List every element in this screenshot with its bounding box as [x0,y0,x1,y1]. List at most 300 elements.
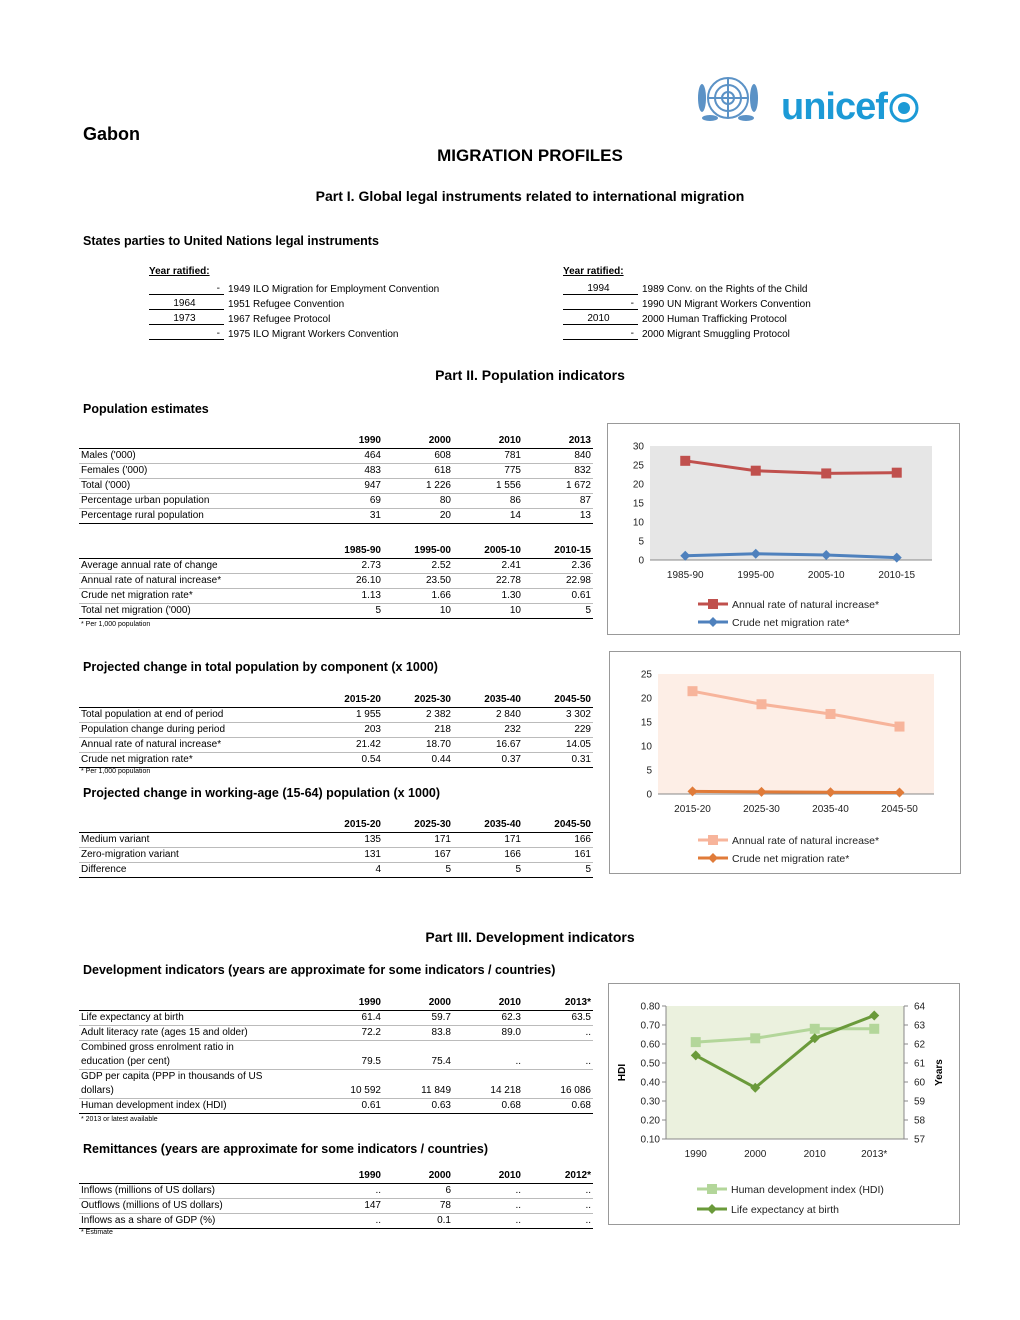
population-rates-table [79,544,593,619]
part3-title: Part III. Development indicators [425,929,635,945]
projection-chart [609,651,961,874]
remittances-table [79,1169,593,1229]
year-ratified-label: Year ratified: [563,266,624,277]
table-cell: 4 [313,863,383,878]
table-cell: 18.70 [383,738,453,753]
table-row [79,574,593,589]
legend-swatch-marker [708,853,718,863]
table-cell: .. [523,1199,593,1214]
table-cell: 80 [383,494,453,509]
table-cell: 2 840 [453,708,523,723]
data-point [892,468,902,478]
table-cell: .. [523,1214,593,1229]
table-cell: 79.5 [313,1041,383,1070]
x-tick-label: 2013* [861,1149,888,1160]
population-rates-chart-svg [608,424,959,634]
row-label: Inflows (millions of US dollars) [79,1184,313,1199]
y2-tick-label: 60 [914,1077,926,1089]
header-spacer [79,818,313,833]
y-tick-label: 25 [640,669,652,681]
column-header: 2025-30 [383,693,453,708]
population-estimates-title: Population estimates [83,402,209,416]
development-chart [608,983,960,1225]
table-cell: 14 [453,509,523,524]
y-tick-label: 25 [632,460,644,472]
rate-footnote: * Per 1,000 population [81,621,151,628]
table-row [79,509,593,524]
column-header: 2010 [453,1169,523,1184]
ratification-year: 1994 [563,283,638,295]
column-header: 2013* [523,996,593,1011]
row-label-line: education (per cent) [81,1056,170,1067]
x-tick-label: 2010-15 [878,570,916,581]
row-label: Total ('000) [79,479,313,494]
table-header-row [79,544,593,559]
table-cell: 203 [313,723,383,738]
table-cell: 72.2 [313,1026,383,1041]
legal-instrument-row [563,325,893,340]
ratification-year: - [149,283,224,295]
instrument-name: 1975 ILO Migrant Workers Convention [228,329,399,340]
table-row [79,863,593,878]
row-label [79,1041,313,1070]
row-label-line: GDP per capita (PPP in thousands of US [81,1071,263,1082]
table-cell: 171 [453,833,523,848]
table-row [79,479,593,494]
column-header: 2000 [383,434,453,449]
population-rates-chart [607,423,960,635]
y-tick-label: 0 [646,789,652,801]
legal-instrument-row [149,325,479,340]
table-cell: 1 672 [523,479,593,494]
table-cell: 229 [523,723,593,738]
table-cell: 0.61 [313,1099,383,1114]
table-cell: 1 226 [383,479,453,494]
column-header: 2025-30 [383,818,453,833]
column-header: 2005-10 [453,544,523,559]
y-tick-label: 15 [640,717,652,729]
y-tick-label: 0.20 [640,1115,660,1127]
table-cell: 232 [453,723,523,738]
development-chart-svg [609,984,959,1224]
table-cell: 2.52 [383,559,453,574]
data-point [810,1024,820,1034]
table-cell: 22.98 [523,574,593,589]
projected-change-title: Projected change in total population by component (x 1000) [83,660,438,674]
y-tick-label: 0.80 [640,1001,660,1013]
plot-area [666,1006,904,1139]
table-cell: 20 [383,509,453,524]
table-cell: 22.78 [453,574,523,589]
part1-title: Part I. Global legal instruments related to international migration [315,188,745,204]
x-tick-label: 2000 [744,1149,767,1160]
x-tick-label: 2035-40 [812,804,849,815]
y-tick-label: 5 [638,536,644,548]
legend-swatch-marker [708,617,718,627]
table-cell: 14.05 [523,738,593,753]
ratification-year: 1973 [149,313,224,325]
y2-tick-label: 62 [914,1039,926,1051]
table-row [79,589,593,604]
table-row [79,449,593,464]
table-cell: 23.50 [383,574,453,589]
row-label: Males ('000) [79,449,313,464]
table-cell: 5 [383,863,453,878]
projection-footnote: * Per 1,000 population [81,768,151,775]
table-cell: .. [313,1214,383,1229]
row-label: Annual rate of natural increase* [79,574,313,589]
development-indicators-table [79,996,593,1114]
y-tick-label: 0 [638,555,644,567]
table-cell: 166 [453,848,523,863]
table-cell: 0.1 [383,1214,453,1229]
data-point [869,1024,879,1034]
table-cell: 69 [313,494,383,509]
table-cell: 1.30 [453,589,523,604]
header-spacer [79,1169,313,1184]
table-header-row [79,693,593,708]
table-cell: 59.7 [383,1011,453,1026]
table-cell: .. [453,1214,523,1229]
table-cell: 2 382 [383,708,453,723]
y2-tick-label: 64 [914,1001,926,1013]
un-emblem-logo [694,68,762,130]
page-title: MIGRATION PROFILES [437,146,623,165]
table-cell: .. [523,1184,593,1199]
table-cell: 832 [523,464,593,479]
row-label [79,1070,313,1099]
y-tick-label: 10 [640,741,652,753]
y-tick-label: 20 [640,693,652,705]
table-cell: 167 [383,848,453,863]
y-tick-label: 20 [632,479,644,491]
data-point [757,699,767,709]
table-header-row [79,1169,593,1184]
table-cell: 11 849 [383,1070,453,1099]
column-header: 2015-20 [313,818,383,833]
legal-instrument-row [149,295,479,310]
table-row [79,494,593,509]
data-point [688,686,698,696]
table-cell: 5 [313,604,383,619]
instrument-name: 1949 ILO Migration for Employment Convention [228,284,440,295]
table-row [79,1041,593,1070]
instrument-name: 1990 UN Migrant Workers Convention [642,299,811,310]
column-header: 1990 [313,434,383,449]
y2-axis-label: Years [934,1059,945,1086]
row-label: Population change during period [79,723,313,738]
working-age-table [79,818,593,878]
y2-tick-label: 57 [914,1134,926,1146]
row-label: Human development index (HDI) [79,1099,313,1114]
table-row [79,1099,593,1114]
x-tick-label: 1990 [684,1149,707,1160]
column-header: 2010 [453,996,523,1011]
table-row [79,833,593,848]
table-row [79,1070,593,1099]
y-axis-label: HDI [617,1063,628,1082]
table-row [79,723,593,738]
table-cell: 947 [313,479,383,494]
table-cell: 3 302 [523,708,593,723]
row-label: Outflows (millions of US dollars) [79,1199,313,1214]
table-row [79,848,593,863]
y-tick-label: 0.30 [640,1096,660,1108]
table-cell: 166 [523,833,593,848]
row-label: Total net migration ('000) [79,604,313,619]
instrument-name: 1989 Conv. on the Rights of the Child [642,284,808,295]
column-header: 2045-50 [523,818,593,833]
development-footnote: * 2013 or latest available [81,1116,158,1123]
table-cell: 21.42 [313,738,383,753]
legend-swatch-marker [707,1184,717,1194]
table-cell: 89.0 [453,1026,523,1041]
table-cell: 840 [523,449,593,464]
data-point [895,722,905,732]
column-header: 1995-00 [383,544,453,559]
x-tick-label: 2010 [803,1149,826,1160]
table-cell: 63.5 [523,1011,593,1026]
table-header-row [79,434,593,449]
row-label: Inflows as a share of GDP (%) [79,1214,313,1229]
table-cell: 0.54 [313,753,383,768]
y-tick-label: 0.40 [640,1077,660,1089]
table-cell: 62.3 [453,1011,523,1026]
row-label-line: dollars) [81,1085,114,1096]
table-cell: 1 955 [313,708,383,723]
table-row [79,753,593,768]
table-row [79,1214,593,1229]
legend-swatch-marker [707,1204,717,1214]
table-cell: .. [453,1199,523,1214]
ratification-year: - [563,328,638,340]
table-cell: 1.13 [313,589,383,604]
unicef-logo-text: unicef [781,86,887,128]
header-spacer [79,693,313,708]
y-tick-label: 5 [646,765,652,777]
table-cell: 2.41 [453,559,523,574]
instrument-name: 2000 Migrant Smuggling Protocol [642,329,790,340]
header-spacer [79,996,313,1011]
table-cell: 0.61 [523,589,593,604]
instrument-name: 1967 Refugee Protocol [228,314,331,325]
row-label: Difference [79,863,313,878]
legend-label: Human development index (HDI) [731,1184,884,1196]
table-cell: 75.4 [383,1041,453,1070]
table-cell: 135 [313,833,383,848]
ratification-year: 2010 [563,313,638,325]
row-label: Crude net migration rate* [79,589,313,604]
column-header: 2010-15 [523,544,593,559]
column-header: 1990 [313,1169,383,1184]
table-cell: 0.63 [383,1099,453,1114]
table-row [79,708,593,723]
table-row [79,1011,593,1026]
series-line [693,791,900,792]
instrument-name: 2000 Human Trafficking Protocol [642,314,787,325]
legend-label: Annual rate of natural increase* [732,835,880,847]
table-cell: 618 [383,464,453,479]
x-tick-label: 2025-30 [743,804,780,815]
column-header: 1990 [313,996,383,1011]
row-label: Total population at end of period [79,708,313,723]
table-row [79,738,593,753]
remittances-footnote: * Estimate [81,1229,113,1236]
y-tick-label: 0.50 [640,1058,660,1070]
table-cell: 31 [313,509,383,524]
table-cell: 5 [523,863,593,878]
table-cell: 2.36 [523,559,593,574]
y-tick-label: 0.70 [640,1020,660,1032]
table-cell: .. [453,1184,523,1199]
table-row [79,1199,593,1214]
table-cell: 1 556 [453,479,523,494]
row-label: Average annual rate of change [79,559,313,574]
ratification-year: - [563,298,638,310]
column-header: 2000 [383,1169,453,1184]
table-cell: 608 [383,449,453,464]
table-cell: 10 [453,604,523,619]
table-cell: 87 [523,494,593,509]
table-cell: 1.66 [383,589,453,604]
country-name: Gabon [83,124,140,144]
table-cell: 147 [313,1199,383,1214]
table-cell: 10 [383,604,453,619]
table-cell: 0.68 [523,1099,593,1114]
table-cell: 78 [383,1199,453,1214]
table-cell: 61.4 [313,1011,383,1026]
table-cell: 0.68 [453,1099,523,1114]
legal-instrument-row [563,310,893,325]
column-header: 2045-50 [523,693,593,708]
data-point [750,1033,760,1043]
y-tick-label: 0.10 [640,1134,660,1146]
row-label-line: Combined gross enrolment ratio in [81,1042,234,1053]
table-cell: 16 086 [523,1070,593,1099]
legend-label: Annual rate of natural increase* [732,599,880,611]
y-tick-label: 10 [632,517,644,529]
legend-label: Crude net migration rate* [732,853,850,865]
table-cell: 83.8 [383,1026,453,1041]
column-header: 2013 [523,434,593,449]
column-header: 2035-40 [453,818,523,833]
table-cell: 6 [383,1184,453,1199]
table-cell: 13 [523,509,593,524]
y2-tick-label: 63 [914,1020,926,1032]
column-header: 2012* [523,1169,593,1184]
header-spacer [79,434,313,449]
row-label: Crude net migration rate* [79,753,313,768]
working-age-title: Projected change in working-age (15-64) population (x 1000) [83,786,441,800]
table-header-row [79,818,593,833]
x-tick-label: 2045-50 [881,804,918,815]
instrument-name: 1951 Refugee Convention [228,299,345,310]
table-cell: .. [313,1184,383,1199]
header-spacer [79,544,313,559]
year-ratified-label: Year ratified: [149,266,210,277]
table-cell: 14 218 [453,1070,523,1099]
column-header: 2010 [453,434,523,449]
projected-change-table [79,693,593,768]
table-cell: .. [523,1026,593,1041]
legal-instrument-row [563,295,893,310]
data-point [821,468,831,478]
ratification-year: 1964 [149,298,224,310]
table-cell: 0.31 [523,753,593,768]
part2-title: Part II. Population indicators [435,367,625,383]
data-point [691,1037,701,1047]
data-point [826,709,836,719]
ratification-year: - [149,328,224,340]
table-cell: 0.44 [383,753,453,768]
data-point [680,456,690,466]
table-cell: 2.73 [313,559,383,574]
y-tick-label: 0.60 [640,1039,660,1051]
x-tick-label: 2005-10 [807,570,845,581]
legal-instrument-row [563,280,893,295]
column-header: 2000 [383,996,453,1011]
table-cell: 86 [453,494,523,509]
table-row [79,559,593,574]
column-header: 2015-20 [313,693,383,708]
unicef-emblem-icon [888,92,920,124]
row-label: Percentage urban population [79,494,313,509]
y-tick-label: 30 [632,441,644,453]
table-cell: 218 [383,723,453,738]
development-indicators-title: Development indicators (years are approximate for some indicators / countries) [83,963,556,977]
table-cell: 26.10 [313,574,383,589]
table-cell: 0.37 [453,753,523,768]
table-cell: 10 592 [313,1070,383,1099]
row-label: Adult literacy rate (ages 15 and older) [79,1026,313,1041]
y2-tick-label: 59 [914,1096,926,1108]
table-row [79,464,593,479]
row-label: Annual rate of natural increase* [79,738,313,753]
table-cell: 161 [523,848,593,863]
x-tick-label: 2015-20 [674,804,711,815]
table-cell: 131 [313,848,383,863]
legal-instruments-title: States parties to United Nations legal instruments [83,234,379,248]
table-cell: 464 [313,449,383,464]
table-row [79,1184,593,1199]
table-cell: 775 [453,464,523,479]
legend-swatch-marker [708,835,718,845]
table-cell: .. [453,1041,523,1070]
y2-tick-label: 61 [914,1058,926,1070]
table-cell: 5 [523,604,593,619]
y-tick-label: 15 [632,498,644,510]
remittances-title: Remittances (years are approximate for some indicators / countries) [83,1142,488,1156]
row-label: Medium variant [79,833,313,848]
unicef-logo [781,86,887,129]
row-label: Females ('000) [79,464,313,479]
table-cell: 781 [453,449,523,464]
row-label: Life expectancy at birth [79,1011,313,1026]
row-label: Percentage rural population [79,509,313,524]
table-row [79,604,593,619]
table-cell: 171 [383,833,453,848]
legend-swatch-marker [708,599,718,609]
projection-chart-svg [610,652,960,873]
data-point [751,466,761,476]
table-cell: .. [523,1041,593,1070]
y2-tick-label: 58 [914,1115,926,1127]
legal-list-left [149,266,479,340]
legal-instrument-row [149,280,479,295]
legal-list-right [563,266,893,340]
table-cell: 483 [313,464,383,479]
legal-instrument-row [149,310,479,325]
